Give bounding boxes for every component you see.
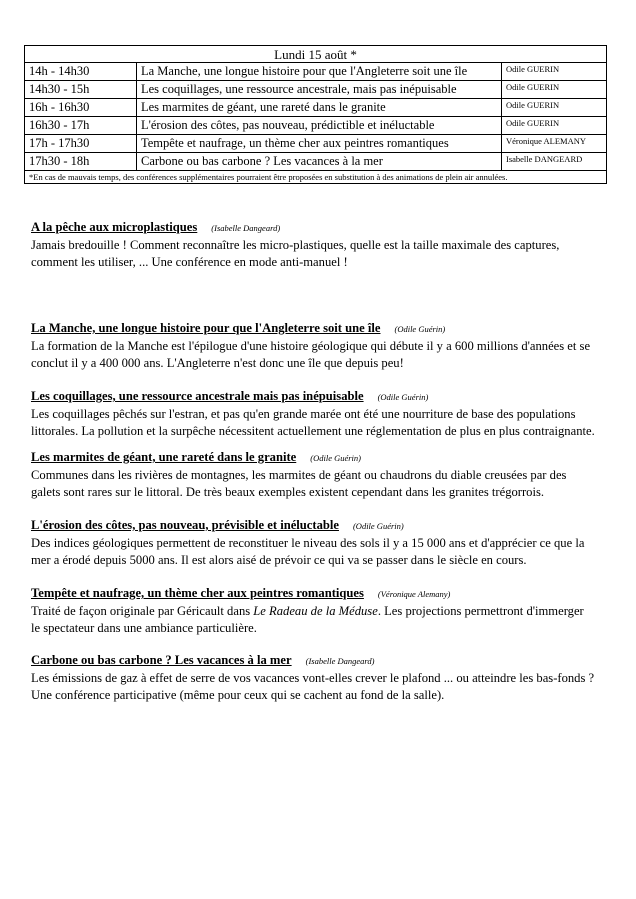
description-tempete: [31, 585, 611, 637]
description-line: littorales. La pollution et la surpêche nécessitent actuellement une réglementation de plus en plus contraignante.: [31, 424, 595, 438]
description-microplastiques: [31, 219, 611, 271]
description-author: (Isabelle Dangeard): [211, 223, 281, 233]
session-title: L'érosion des côtes, pas nouveau, prédictible et inéluctable: [137, 117, 502, 135]
table-row: [25, 81, 607, 99]
session-time: 14h - 14h30: [25, 63, 137, 81]
session-speaker: Véronique ALEMANY: [502, 135, 607, 153]
session-title: Les coquillages, une ressource ancestrale, mais pas inépuisable: [137, 81, 502, 99]
description-erosion: [31, 517, 611, 569]
session-speaker: Odile GUERIN: [502, 99, 607, 117]
session-time: 17h30 - 18h: [25, 153, 137, 171]
session-title: La Manche, une longue histoire pour que l'Angleterre soit une île: [137, 63, 502, 81]
description-heading: Les marmites de géant, une rareté dans le granite: [31, 450, 297, 464]
table-row: [25, 153, 607, 171]
description-line: conclut il y a 400 000 ans. L'Angleterre n'est donc une île que depuis peu!: [31, 356, 404, 370]
description-heading: Carbone ou bas carbone ? Les vacances à la mer: [31, 653, 292, 667]
description-line: Communes dans les rivières de montagnes, les marmites de géant ou chaudrons du diable creusées par des: [31, 468, 567, 482]
session-speaker: Odile GUERIN: [502, 117, 607, 135]
description-author: (Véronique Alemany): [377, 589, 451, 599]
description-coquillages: [31, 388, 611, 440]
description-line: Les coquillages pêchés sur l'estran, et pas qu'en grande marée ont été une nourriture de base des populations: [31, 407, 576, 421]
description-manche: [31, 320, 611, 372]
description-line: La formation de la Manche est l'épilogue d'une histoire géologique qui débute il y a 600 millions d'années et se: [31, 339, 591, 353]
description-text: Traité de façon originale par Géricault dans: [31, 604, 254, 618]
description-heading: Tempête et naufrage, un thème cher aux peintres romantiques: [31, 586, 364, 600]
description-marmites: [31, 449, 611, 501]
description-line: mer a érodé depuis 5000 ans. Il est alors aisé de prévoir ce qui va se passer dans le siècle en cours.: [31, 553, 527, 567]
description-line: Les émissions de gaz à effet de serre de vos vacances vont-elles crever le plafond ... ou atteindre les bas-fonds ?: [31, 671, 595, 685]
description-author: (Odile Guérin): [352, 521, 404, 531]
description-line: comment les utiliser, ... Une conférence en mode anti-manuel !: [31, 255, 348, 269]
description-author: (Odile Guérin): [377, 392, 429, 402]
session-speaker: Odile GUERIN: [502, 63, 607, 81]
description-heading: A la pêche aux microplastiques: [31, 220, 198, 234]
description-author: (Isabelle Dangeard): [305, 656, 375, 666]
description-heading: L'érosion des côtes, pas nouveau, prévisible et inéluctable: [31, 518, 339, 532]
description-carbone: [31, 652, 611, 704]
session-time: 16h - 16h30: [25, 99, 137, 117]
session-title: Tempête et naufrage, un thème cher aux peintres romantiques: [137, 135, 502, 153]
description-heading: La Manche, une longue histoire pour que l'Angleterre soit une île: [31, 321, 381, 335]
table-row: [25, 117, 607, 135]
session-time: 14h30 - 15h: [25, 81, 137, 99]
footnote-row: [25, 171, 607, 184]
session-title: Carbone ou bas carbone ? Les vacances à la mer: [137, 153, 502, 171]
description-line: [31, 603, 611, 620]
description-line: Une conférence participative (même pour ceux qui se cachent au fond de la salle).: [31, 688, 445, 702]
session-time: 17h - 17h30: [25, 135, 137, 153]
artwork-title: Le Radeau de la Méduse: [253, 604, 378, 618]
session-speaker: Isabelle DANGEARD: [502, 153, 607, 171]
description-line: le spectateur dans une ambiance particulière.: [31, 621, 257, 635]
description-author: (Odile Guérin): [394, 324, 446, 334]
table-row: [25, 99, 607, 117]
schedule-header-row: [25, 46, 607, 63]
session-title: Les marmites de géant, une rareté dans le granite: [137, 99, 502, 117]
description-author: (Odile Guérin): [310, 453, 362, 463]
table-row: [25, 63, 607, 81]
day-title: Lundi 15 août *: [25, 46, 607, 63]
session-speaker: Odile GUERIN: [502, 81, 607, 99]
description-line: Jamais bredouille ! Comment reconnaître les micro-plastiques, quelle est la taille maximale des captures,: [31, 238, 560, 252]
description-text: . Les projections permettront d'immerger: [377, 604, 584, 618]
description-heading: Les coquillages, une ressource ancestrale mais pas inépuisable: [31, 389, 364, 403]
schedule-table: [24, 45, 607, 184]
description-line: galets sont rares sur le littoral. De très beaux exemples existent cependant dans les granites trégorrois.: [31, 485, 545, 499]
description-line: Des indices géologiques permettent de reconstituer le niveau des sols il y a 15 000 ans et d'apprécier ce que la: [31, 536, 585, 550]
footnote: *En cas de mauvais temps, des conférences supplémentaires pourraient être proposées en substitution à des animations de plein air annulées.: [25, 171, 607, 184]
session-time: 16h30 - 17h: [25, 117, 137, 135]
table-row: [25, 135, 607, 153]
